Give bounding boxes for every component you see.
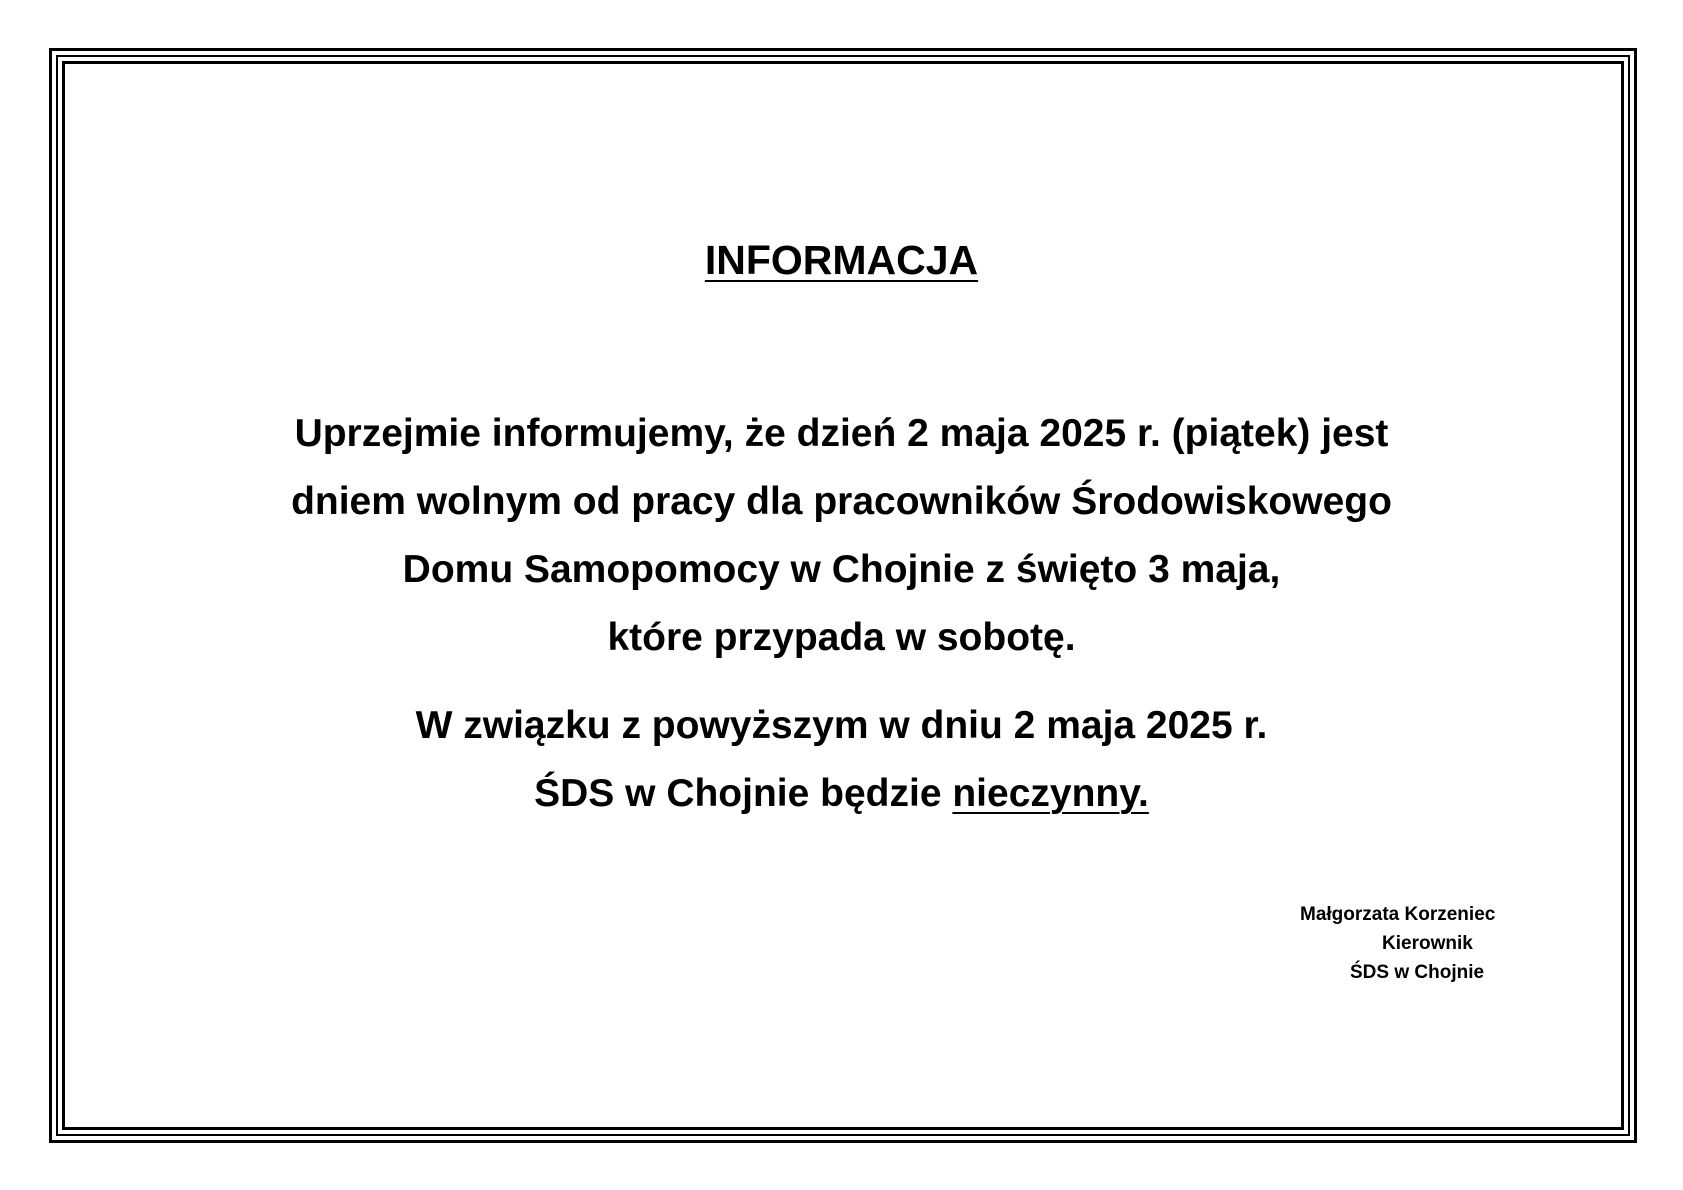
notice-paragraph-1: [0, 400, 1683, 672]
paragraph-1-line: Domu Samopomocy w Chojnie z święto 3 maja,: [402, 548, 1281, 591]
notice-paragraph-2: [0, 692, 1683, 828]
paragraph-2-line-2: [0, 760, 1683, 828]
closed-statement-prefix: ŚDS w Chojnie będzie: [534, 772, 953, 815]
paragraph-1-line: które przypada w sobotę.: [607, 616, 1076, 659]
paragraph-2-line-1: W związku z powyższym w dniu 2 maja 2025 r.: [415, 704, 1268, 747]
paragraph-1-line: Uprzejmie informujemy, że dzień 2 maja 2025 r. (piątek) jest: [294, 412, 1389, 455]
signature-name: Małgorzata Korzeniec: [1300, 904, 1496, 925]
signature-block: [1300, 900, 1580, 987]
signature-role: Kierownik: [1382, 933, 1473, 954]
notice-title: INFORMACJA: [704, 237, 979, 283]
paragraph-1-line: dniem wolnym od pracy dla pracowników Środowiskowego: [291, 480, 1392, 523]
signature-organization: ŚDS w Chojnie: [1350, 962, 1485, 983]
closed-status-emphasis: nieczynny.: [952, 772, 1149, 815]
